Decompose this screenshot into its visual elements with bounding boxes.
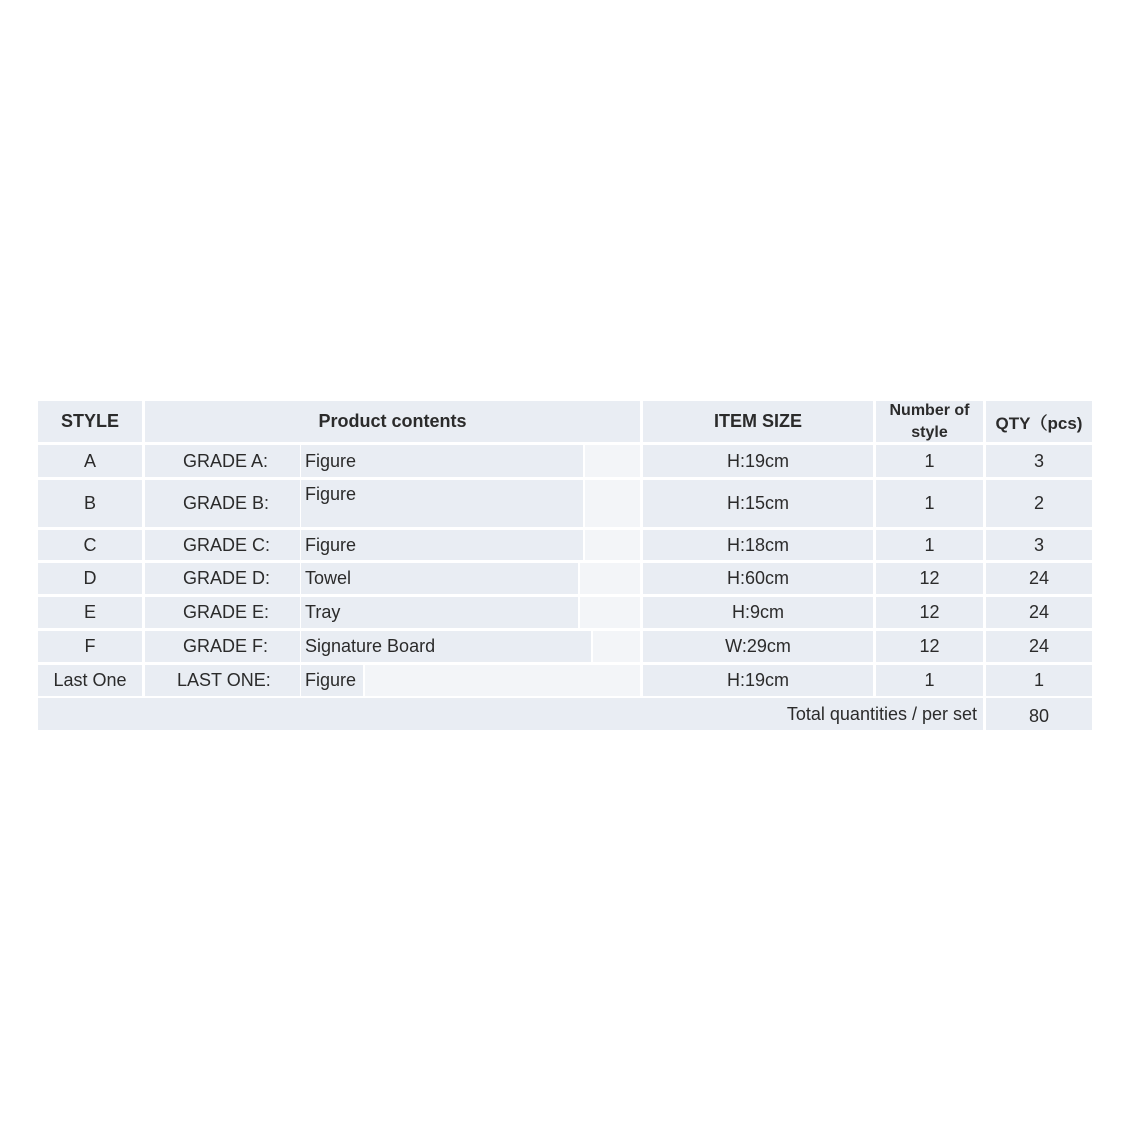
row-f-size: W:29cm [643,631,873,662]
total-value: 80 [986,698,1092,730]
row-a-divider [585,445,640,477]
row-f-divider [593,631,640,662]
row-b-divider [585,480,640,527]
row-a-number: 1 [876,445,983,477]
row-c-style: C [38,530,142,560]
quantity-table [38,401,1092,730]
row-e-grade: GRADE E: [145,597,300,628]
row-b-content: Figure [301,480,583,527]
header-number-of-style [876,401,983,442]
row-a-style: A [38,445,142,477]
row-c-content: Figure [301,530,583,560]
row-f-qty: 24 [986,631,1092,662]
row-d-number: 12 [876,563,983,594]
row-last-one-number: 1 [876,665,983,696]
row-last-one-size: H:19cm [643,665,873,696]
row-f-number: 12 [876,631,983,662]
header-number-of-style-line1: Number of [889,401,970,419]
row-a-grade: GRADE A: [145,445,300,477]
row-d-style: D [38,563,142,594]
row-f-grade: GRADE F: [145,631,300,662]
row-e-divider [580,597,640,628]
row-b-style: B [38,480,142,527]
row-e-size: H:9cm [643,597,873,628]
row-d-divider [580,563,640,594]
total-label: Total quantities / per set [38,698,983,730]
row-last-one-style: Last One [38,665,142,696]
row-c-number: 1 [876,530,983,560]
row-b-size: H:15cm [643,480,873,527]
row-a-content: Figure [301,445,583,477]
row-e-qty: 24 [986,597,1092,628]
row-a-qty: 3 [986,445,1092,477]
row-last-one-divider [365,665,640,696]
row-e-style: E [38,597,142,628]
row-last-one-content: Figure [301,665,363,696]
row-c-size: H:18cm [643,530,873,560]
row-last-one-grade: LAST ONE: [145,665,300,696]
row-b-number: 1 [876,480,983,527]
row-f-content: Signature Board [301,631,591,662]
row-e-number: 12 [876,597,983,628]
row-d-qty: 24 [986,563,1092,594]
row-e-content: Tray [301,597,578,628]
row-b-qty: 2 [986,480,1092,527]
row-c-grade: GRADE C: [145,530,300,560]
row-a-size: H:19cm [643,445,873,477]
row-d-content: Towel [301,563,578,594]
header-item-size: ITEM SIZE [643,401,873,442]
row-last-one-qty: 1 [986,665,1092,696]
header-style: STYLE [38,401,142,442]
header-number-of-style-line2: style [911,423,948,441]
row-f-style: F [38,631,142,662]
row-b-grade: GRADE B: [145,480,300,527]
header-qty: QTY（pcs) [986,401,1092,442]
row-c-divider [585,530,640,560]
header-product-contents: Product contents [145,401,640,442]
row-c-qty: 3 [986,530,1092,560]
row-d-grade: GRADE D: [145,563,300,594]
row-d-size: H:60cm [643,563,873,594]
